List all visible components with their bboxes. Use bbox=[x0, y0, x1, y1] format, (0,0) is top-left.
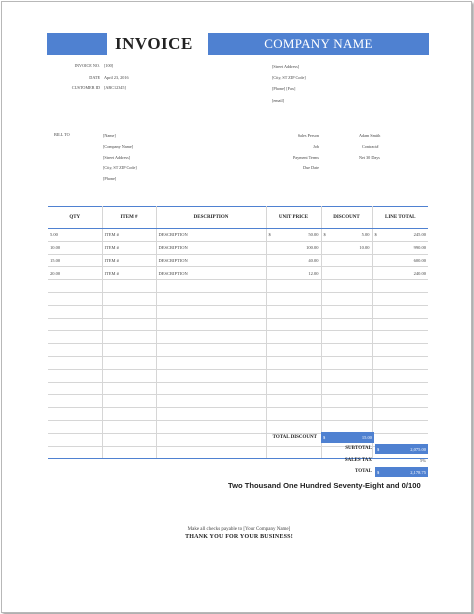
cell-item bbox=[102, 395, 156, 408]
subtotal-label: SUBTOTAL bbox=[345, 446, 372, 451]
cell-line-total bbox=[372, 229, 428, 242]
total-currency: $ bbox=[377, 469, 380, 475]
table-row bbox=[48, 280, 428, 293]
cell-description bbox=[156, 305, 266, 318]
cell-line-total bbox=[372, 292, 428, 305]
table-row bbox=[48, 318, 428, 331]
cell-qty bbox=[48, 305, 102, 318]
table-row bbox=[48, 254, 428, 267]
cell-item: ITEM # bbox=[102, 267, 156, 280]
payment-terms-value: Net 30 Days bbox=[359, 155, 380, 160]
col-header-unit-price: UNIT PRICE bbox=[266, 207, 321, 229]
table-row bbox=[48, 292, 428, 305]
cell-item bbox=[102, 318, 156, 331]
invoice-title: INVOICE bbox=[115, 34, 193, 53]
cell-qty bbox=[48, 433, 102, 446]
unit-price-value: 12.00 bbox=[308, 270, 319, 276]
company-name: COMPANY NAME bbox=[264, 36, 373, 51]
cell-description bbox=[156, 369, 266, 382]
cell-description bbox=[156, 395, 266, 408]
total-value: 2,178.75 bbox=[410, 469, 426, 475]
cell-item bbox=[102, 446, 156, 459]
subtotal-currency: $ bbox=[377, 446, 380, 452]
company-email: [email] bbox=[272, 98, 285, 103]
bill-to-phone: [Phone] bbox=[103, 176, 117, 181]
unit-price-currency: $ bbox=[268, 232, 271, 238]
cell-discount bbox=[321, 395, 372, 408]
cell-qty bbox=[48, 292, 102, 305]
sales-tax-value: 5% bbox=[420, 458, 426, 463]
cell-unit-price bbox=[266, 254, 321, 267]
cell-line-total bbox=[372, 267, 428, 280]
cell-qty bbox=[48, 420, 102, 433]
discount-value: 10.00 bbox=[359, 245, 370, 251]
cell-description: DESCRIPTION bbox=[156, 267, 266, 280]
cell-description bbox=[156, 292, 266, 305]
cell-description bbox=[156, 356, 266, 369]
cell-unit-price bbox=[266, 318, 321, 331]
cell-line-total bbox=[372, 280, 428, 293]
cell-unit-price bbox=[266, 267, 321, 280]
cell-description bbox=[156, 318, 266, 331]
cell-line-total bbox=[372, 356, 428, 369]
cell-qty bbox=[48, 395, 102, 408]
date-value: April 23, 2016 bbox=[104, 75, 129, 80]
cell-description bbox=[156, 344, 266, 357]
job-label: Job bbox=[313, 144, 319, 149]
company-city: [City, ST ZIP Code] bbox=[272, 75, 306, 80]
cell-line-total bbox=[372, 408, 428, 421]
total-label: TOTAL bbox=[354, 469, 372, 474]
due-date-label: Due Date bbox=[303, 165, 319, 170]
cell-item: ITEM # bbox=[102, 229, 156, 242]
col-header-qty: QTY bbox=[48, 207, 102, 229]
cell-discount bbox=[321, 241, 372, 254]
line-total-value: 600.00 bbox=[413, 257, 426, 263]
line-total-value: 245.00 bbox=[413, 232, 426, 238]
table-row bbox=[48, 408, 428, 421]
total-discount-currency: $ bbox=[323, 435, 326, 440]
subtotal-box bbox=[375, 444, 428, 454]
cell-line-total bbox=[372, 305, 428, 318]
date-label: DATE bbox=[89, 75, 100, 80]
cell-discount bbox=[321, 280, 372, 293]
cell-discount bbox=[321, 318, 372, 331]
cell-description bbox=[156, 331, 266, 344]
cell-qty bbox=[48, 356, 102, 369]
table-row bbox=[48, 395, 428, 408]
cell-item bbox=[102, 433, 156, 446]
cell-item: ITEM # bbox=[102, 254, 156, 267]
cell-item bbox=[102, 408, 156, 421]
amount-in-words: Two Thousand One Hundred Seventy-Eight and 0/100 bbox=[228, 481, 421, 490]
cell-description: DESCRIPTION bbox=[156, 229, 266, 242]
total-box bbox=[375, 467, 428, 477]
cell-unit-price bbox=[266, 420, 321, 433]
col-header-discount: DISCOUNT bbox=[321, 207, 372, 229]
invoice-no-label: INVOICE NO. bbox=[74, 63, 100, 68]
cell-item bbox=[102, 280, 156, 293]
cell-line-total bbox=[372, 395, 428, 408]
cell-qty: 5.00 bbox=[48, 229, 102, 242]
unit-price-value: 100.00 bbox=[306, 245, 319, 251]
cell-item bbox=[102, 356, 156, 369]
cell-item bbox=[102, 369, 156, 382]
line-total-currency: $ bbox=[374, 232, 377, 238]
line-items-table bbox=[48, 206, 428, 459]
cell-line-total bbox=[372, 382, 428, 395]
bill-to-name: [Name] bbox=[103, 133, 116, 138]
sales-tax-label: SALES TAX bbox=[344, 458, 372, 463]
cell-discount bbox=[321, 369, 372, 382]
cell-qty bbox=[48, 369, 102, 382]
col-header-description: DESCRIPTION bbox=[156, 207, 266, 229]
cell-line-total bbox=[372, 318, 428, 331]
cell-unit-price bbox=[266, 395, 321, 408]
job-value: Contract# bbox=[362, 144, 379, 149]
discount-value: 5.00 bbox=[361, 232, 370, 238]
table-row bbox=[48, 229, 428, 242]
cell-item bbox=[102, 420, 156, 433]
discount-currency: $ bbox=[323, 232, 326, 238]
cell-unit-price bbox=[266, 344, 321, 357]
total-discount-box bbox=[321, 432, 374, 443]
cell-description bbox=[156, 420, 266, 433]
line-total-value: 990.00 bbox=[413, 245, 426, 251]
cell-discount bbox=[321, 356, 372, 369]
invoice-page bbox=[1, 1, 472, 613]
cell-qty bbox=[48, 446, 102, 459]
customer-id-value: [ABC12345] bbox=[104, 85, 126, 90]
cell-line-total bbox=[372, 344, 428, 357]
cell-unit-price bbox=[266, 369, 321, 382]
cell-qty bbox=[48, 408, 102, 421]
cell-item: ITEM # bbox=[102, 241, 156, 254]
cell-unit-price bbox=[266, 382, 321, 395]
cell-line-total bbox=[372, 369, 428, 382]
cell-qty bbox=[48, 280, 102, 293]
cell-unit-price bbox=[266, 305, 321, 318]
cell-unit-price bbox=[266, 241, 321, 254]
bill-to-company: [Company Name] bbox=[103, 144, 134, 149]
cell-qty: 15.00 bbox=[48, 254, 102, 267]
cell-discount bbox=[321, 331, 372, 344]
cell-qty: 10.00 bbox=[48, 241, 102, 254]
table-row bbox=[48, 356, 428, 369]
cell-description bbox=[156, 382, 266, 395]
cell-unit-price bbox=[266, 292, 321, 305]
table-row bbox=[48, 267, 428, 280]
cell-qty bbox=[48, 331, 102, 344]
cell-qty bbox=[48, 382, 102, 395]
unit-price-value: 50.00 bbox=[308, 232, 319, 238]
table-row bbox=[48, 331, 428, 344]
cell-line-total bbox=[372, 331, 428, 344]
cell-discount bbox=[321, 344, 372, 357]
thank-you-message: THANK YOU FOR YOUR BUSINESS! bbox=[185, 534, 293, 540]
cell-unit-price bbox=[266, 331, 321, 344]
col-header-item: ITEM # bbox=[102, 207, 156, 229]
line-total-value: 240.00 bbox=[413, 270, 426, 276]
table-header-row bbox=[48, 207, 428, 229]
cell-discount bbox=[321, 254, 372, 267]
cell-discount bbox=[321, 305, 372, 318]
col-header-line-total: LINE TOTAL bbox=[372, 207, 428, 229]
sales-person-label: Sales Person bbox=[297, 133, 319, 138]
cell-description: DESCRIPTION bbox=[156, 241, 266, 254]
cell-qty: 20.00 bbox=[48, 267, 102, 280]
cell-description: DESCRIPTION bbox=[156, 254, 266, 267]
cell-discount bbox=[321, 292, 372, 305]
cell-qty bbox=[48, 344, 102, 357]
payable-note: Make all checks payable to [Your Company Name] bbox=[187, 527, 291, 532]
cell-qty bbox=[48, 318, 102, 331]
cell-unit-price bbox=[266, 408, 321, 421]
cell-discount bbox=[321, 382, 372, 395]
bill-to-street: [Street Address] bbox=[103, 155, 131, 160]
cell-description bbox=[156, 446, 266, 459]
cell-discount bbox=[321, 408, 372, 421]
table-row bbox=[48, 369, 428, 382]
company-phone-fax: [Phone] [Fax] bbox=[272, 86, 296, 91]
bill-to-label: BILL TO bbox=[54, 132, 70, 137]
bill-to-city: [City, ST ZIP Code] bbox=[103, 165, 137, 170]
table-row bbox=[48, 305, 428, 318]
header-left-accent bbox=[47, 33, 107, 55]
customer-id-label: CUSTOMER ID bbox=[71, 85, 100, 90]
cell-item bbox=[102, 382, 156, 395]
cell-item bbox=[102, 305, 156, 318]
company-street: [Street Address] bbox=[272, 64, 300, 69]
cell-discount bbox=[321, 229, 372, 242]
cell-line-total bbox=[372, 420, 428, 433]
invoice-no-value: [100] bbox=[104, 63, 114, 68]
table-row bbox=[48, 241, 428, 254]
table-row bbox=[48, 382, 428, 395]
cell-line-total bbox=[372, 241, 428, 254]
cell-description bbox=[156, 280, 266, 293]
sales-person-value: Adam Smith bbox=[359, 133, 381, 138]
cell-item bbox=[102, 331, 156, 344]
payment-terms-label: Payment Terms bbox=[292, 155, 319, 160]
table-row bbox=[48, 344, 428, 357]
cell-discount bbox=[321, 267, 372, 280]
subtotal-value: 2,075.00 bbox=[410, 446, 426, 452]
unit-price-value: 40.00 bbox=[308, 257, 319, 263]
total-discount-value: 15.00 bbox=[361, 435, 372, 440]
cell-line-total bbox=[372, 254, 428, 267]
cell-unit-price bbox=[266, 280, 321, 293]
cell-description bbox=[156, 408, 266, 421]
total-discount-label: TOTAL DISCOUNT bbox=[272, 435, 317, 440]
cell-item bbox=[102, 344, 156, 357]
cell-unit-price bbox=[266, 356, 321, 369]
cell-unit-price bbox=[266, 229, 321, 242]
cell-item bbox=[102, 292, 156, 305]
